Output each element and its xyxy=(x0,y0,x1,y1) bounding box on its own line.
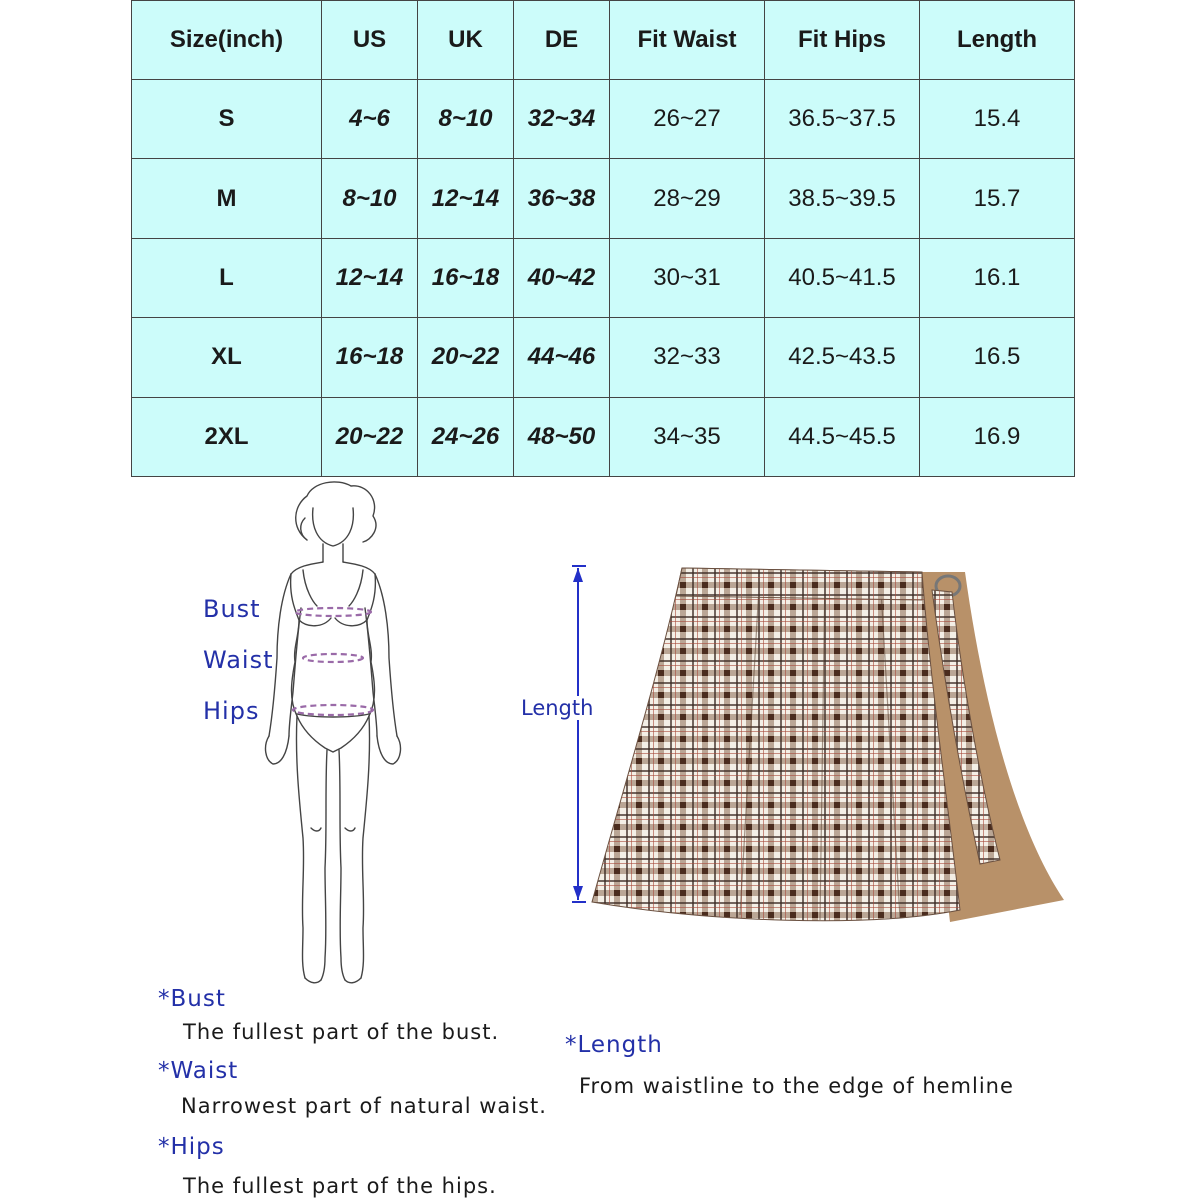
size-chart-table xyxy=(131,0,1075,477)
fit-waist-cell: 28~29 xyxy=(610,159,765,238)
fit-waist-cell: 30~31 xyxy=(610,238,765,317)
fit-hips-cell: 42.5~43.5 xyxy=(765,318,920,397)
size-cell: S xyxy=(132,80,322,159)
de-size-cell: 48~50 xyxy=(514,397,610,476)
de-size-cell: 40~42 xyxy=(514,238,610,317)
table-header-row xyxy=(132,1,1075,80)
size-cell: M xyxy=(132,159,322,238)
length-cell: 16.5 xyxy=(920,318,1075,397)
bust-definition-text: The fullest part of the bust. xyxy=(183,1020,500,1044)
uk-size-cell: 24~26 xyxy=(418,397,514,476)
size-cell: XL xyxy=(132,318,322,397)
length-cell: 15.4 xyxy=(920,80,1075,159)
table-row xyxy=(132,318,1075,397)
column-header-length: Length xyxy=(920,1,1075,80)
fit-hips-cell: 38.5~39.5 xyxy=(765,159,920,238)
size-cell: L xyxy=(132,238,322,317)
column-header-us: US xyxy=(322,1,418,80)
bust-label: Bust xyxy=(203,595,261,623)
de-size-cell: 36~38 xyxy=(514,159,610,238)
table-row xyxy=(132,397,1075,476)
column-header-uk: UK xyxy=(418,1,514,80)
column-header-size: Size(inch) xyxy=(132,1,322,80)
waist-label: Waist xyxy=(203,646,274,674)
uk-size-cell: 16~18 xyxy=(418,238,514,317)
table-row xyxy=(132,238,1075,317)
length-label: Length xyxy=(521,696,594,720)
length-definition-title: *Length xyxy=(565,1032,663,1058)
hips-definition-title: *Hips xyxy=(158,1134,225,1160)
size-cell: 2XL xyxy=(132,397,322,476)
hips-definition-text: The fullest part of the hips. xyxy=(183,1174,497,1198)
column-header-fit-hips: Fit Hips xyxy=(765,1,920,80)
us-size-cell: 20~22 xyxy=(322,397,418,476)
uk-size-cell: 12~14 xyxy=(418,159,514,238)
skirt-illustration xyxy=(570,560,1070,930)
uk-size-cell: 8~10 xyxy=(418,80,514,159)
length-arrow xyxy=(566,562,590,906)
hips-label: Hips xyxy=(203,697,260,725)
column-header-fit-waist: Fit Waist xyxy=(610,1,765,80)
us-size-cell: 16~18 xyxy=(322,318,418,397)
de-size-cell: 32~34 xyxy=(514,80,610,159)
us-size-cell: 12~14 xyxy=(322,238,418,317)
column-header-de: DE xyxy=(514,1,610,80)
fit-hips-cell: 36.5~37.5 xyxy=(765,80,920,159)
uk-size-cell: 20~22 xyxy=(418,318,514,397)
fit-waist-cell: 32~33 xyxy=(610,318,765,397)
fit-hips-cell: 44.5~45.5 xyxy=(765,397,920,476)
table-row xyxy=(132,80,1075,159)
length-cell: 15.7 xyxy=(920,159,1075,238)
fit-waist-cell: 34~35 xyxy=(610,397,765,476)
waist-definition-text: Narrowest part of natural waist. xyxy=(181,1094,547,1118)
us-size-cell: 8~10 xyxy=(322,159,418,238)
table-row xyxy=(132,159,1075,238)
waist-definition-title: *Waist xyxy=(158,1058,239,1084)
de-size-cell: 44~46 xyxy=(514,318,610,397)
body-figure-illustration xyxy=(255,478,415,988)
length-cell: 16.1 xyxy=(920,238,1075,317)
length-definition-text: From waistline to the edge of hemline xyxy=(579,1074,1014,1098)
bust-definition-title: *Bust xyxy=(158,986,226,1012)
length-cell: 16.9 xyxy=(920,397,1075,476)
fit-waist-cell: 26~27 xyxy=(610,80,765,159)
us-size-cell: 4~6 xyxy=(322,80,418,159)
fit-hips-cell: 40.5~41.5 xyxy=(765,238,920,317)
